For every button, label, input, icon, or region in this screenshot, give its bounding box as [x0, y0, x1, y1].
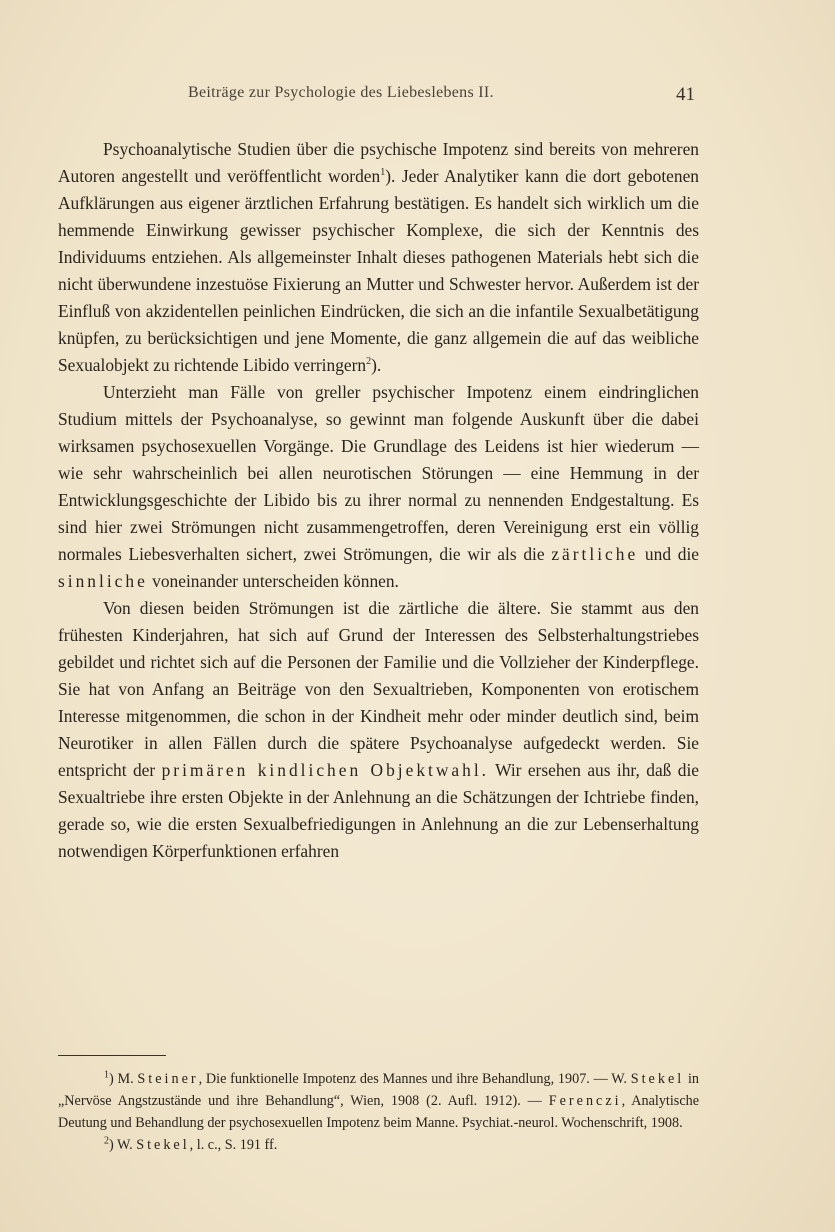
footnotes: [58, 1068, 699, 1156]
main-text: [58, 136, 699, 865]
paragraph-2: [58, 379, 699, 595]
spaced-term-sinnliche: sinnliche: [58, 571, 148, 591]
spaced-term-zaertliche: zärtliche: [551, 544, 639, 564]
footnote-1: $^1$) M. Steiner, Die funktionelle Impotenz des Mannes und ihre Behandlung, 1907. — W. Stekel in „Nervöse Angstzustände und ihre Behandlung“, Wien, 1908 (2. Aufl. 1912). — Ferenczi, Analytische Deutung und Behandlung der psychosexuellen Impotenz beim Manne. Psychiat.-neurol. Wochenschrift, 1908.: [58, 1069, 700, 1131]
p2-text-a: Unterzieht man Fälle von greller psychischer Impotenz einem eindringlichen Studium mittels der Psychoanalyse, so gewinnt man folgende Auskunft über die dabei wirksamen psychosexuellen Vorgänge. Die Grundlage des Leidens ist hier wiederum — wie sehr wahrscheinlich bei allen neurotischen Störungen — eine Hemmung in der Entwicklungsgeschichte der Libido bis zu ihrer normal zu nennenden Endgestaltung. Es sind hier zwei Strömungen nicht zusammengetroffen, deren Vereinigung erst ein völlig normales Liebesverhalten sichert, zwei Strömungen, die wir als die: [58, 382, 699, 564]
paragraph-1: [58, 136, 699, 379]
author-stekel-2: Stekel: [136, 1137, 190, 1153]
footnote-2-text: , l. c., S. 191 ff.: [189, 1137, 278, 1153]
footnote-1-text-a: , Die funktionelle Impotenz des Mannes und ihre Behandlung, 1907. — W.: [198, 1071, 631, 1087]
p1-text-c: ).: [371, 355, 382, 375]
author-stekel: Stekel: [630, 1071, 685, 1087]
footnote-ref-1: 1: [380, 167, 386, 179]
footnote-1-mark: 1: [104, 1069, 109, 1081]
footnote-2: $^2$) W. Stekel, l. c., S. 191 ff.: [104, 1135, 278, 1153]
p3-text-a: Von diesen beiden Strömungen ist die zärtliche die ältere. Sie stammt aus den frühesten Kinderjahren, hat sich auf Grund der Interessen des Selbsterhaltungstriebes gebildet und richtet sich auf die Personen der Familie und die Vollzieher der Kinderpflege. Sie hat von Anfang an Beiträge von den Sexualtrieben, Komponenten von erotischem Interesse mitgenommen, die schon in der Kindheit mehr oder minder deutlich sind, beim Neurotiker in allen Fällen durch die spätere Psychoanalyse aufgedeckt werden. Sie entspricht der: [58, 598, 699, 780]
p2-text-c: voneinander unterscheiden können.: [147, 571, 399, 591]
author-steiner: Steiner: [137, 1071, 199, 1087]
footnote-2-mark: 2: [104, 1135, 109, 1147]
footnote-ref-2: 2: [366, 356, 372, 368]
footnote-1-text-b: in „Nervöse Angstzustände und ihre Behandlung“, Wien, 1908 (2. Aufl. 1912). —: [58, 1071, 699, 1109]
footnote-divider: [58, 1055, 166, 1056]
author-ferenczi: Ferenczi: [548, 1093, 622, 1109]
p3-text-b: Wir ersehen aus ihr, daß die Sexualtriebe ihre ersten Objekte in der Anlehnung an die Schätzungen der Ichtriebe finden, gerade so, wie die ersten Sexualbefriedigungen in Anlehnung an die zur Lebenserhaltung notwendigen Körperfunktionen erfahren: [58, 760, 700, 861]
page-number: 41: [676, 84, 695, 105]
p1-text-b: ). Jeder Analytiker kann die dort gebotenen Aufklärungen aus eigener ärztlichen Erfahrung bestätigen. Es handelt sich wirklich um die hemmende Einwirkung gewisser psychischer Komplexe, die sich der Kenntnis des Individuums entziehen. Als allgemeinster Inhalt dieses pathogenen Materials hebt sich die nicht überwundene inzestuöse Fixierung an Mutter und Schwester hervor. Außerdem ist der Einfluß von akzidentellen peinlichen Eindrücken, die sich an die infantile Sexualbetätigung knüpfen, zu berücksichtigen und jene Momente, die ganz allgemein die auf das weibliche Sexualobjekt zu richtende Libido verringern: [58, 166, 699, 375]
p2-text-b: und die: [638, 544, 699, 564]
p1-text-a: Psychoanalytische Studien über die psychische Impotenz sind bereits von mehreren Autoren angestellt und veröffentlicht worden: [58, 139, 699, 186]
spaced-term-objektwahl: primären kindlichen Objektwahl.: [161, 760, 490, 780]
paragraph-3: [58, 595, 699, 865]
footnote-1-text-c: , Analytische Deutung und Behandlung der psychosexuellen Impotenz beim Manne. Psychiat.-neurol. Wochenschrift, 1908.: [58, 1093, 700, 1131]
running-head: Beiträge zur Psychologie des Liebeslebens II.: [188, 84, 494, 101]
